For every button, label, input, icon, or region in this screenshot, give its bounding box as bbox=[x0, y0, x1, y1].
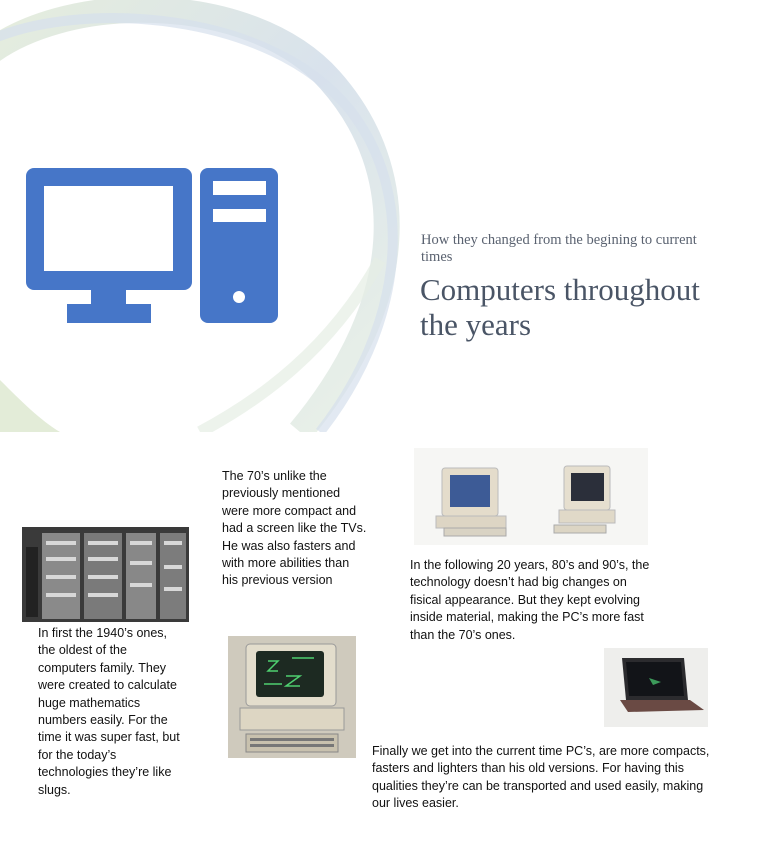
current-text bbox=[372, 743, 709, 813]
text-line: In the following 20 years, 80’s and 90’s, the bbox=[410, 558, 650, 572]
text-line: fisical appearance. But they kept evolving bbox=[410, 592, 640, 607]
text-line: with more abilities than bbox=[222, 556, 350, 571]
text-line: technology doesn’t had big changes on bbox=[410, 575, 627, 590]
title-banner bbox=[0, 0, 768, 432]
text-line: for the today’s bbox=[38, 747, 117, 762]
text-line: were created to calculate bbox=[38, 678, 177, 693]
page-title: Computers throughout the years bbox=[420, 272, 700, 342]
text-line: technologies they’re like bbox=[38, 765, 172, 780]
text-line: our lives easier. bbox=[372, 796, 459, 811]
text-line: than the 70’s ones. bbox=[410, 627, 516, 642]
text-line: huge mathematics bbox=[38, 695, 141, 710]
laptop-photo bbox=[604, 648, 708, 727]
seventies-computer-photo bbox=[228, 636, 356, 758]
text-line: previously mentioned bbox=[222, 486, 341, 501]
text-line: In first the 1940’s ones, bbox=[38, 626, 168, 640]
forties-text bbox=[38, 625, 180, 799]
text-line: fasters and lighters than his old versions. For having this bbox=[372, 761, 684, 776]
text-line: The 70’s unlike the bbox=[222, 469, 327, 483]
eighties-nineties-text bbox=[410, 557, 649, 644]
text-line: slugs. bbox=[38, 782, 71, 797]
text-line: the oldest of the bbox=[38, 643, 127, 658]
desktop-computer-icon bbox=[0, 0, 300, 340]
text-line: Finally we get into the current time PC’s, are more compacts, bbox=[372, 744, 710, 758]
text-line: computers family. They bbox=[38, 660, 167, 675]
text-line: had a screen like the TVs. bbox=[222, 521, 367, 536]
text-line: numbers easily. For the bbox=[38, 713, 168, 728]
text-line: his previous version bbox=[222, 573, 333, 588]
eniac-photo bbox=[22, 527, 189, 622]
text-line: He was also fasters and bbox=[222, 538, 356, 553]
subtitle: How they changed from the begining to current times bbox=[421, 232, 697, 265]
text-line: inside material, making the PC’s more fast bbox=[410, 610, 644, 625]
text-line: qualities they’re can be transported and used easily, making bbox=[372, 778, 704, 793]
text-line: time it was super fast, but bbox=[38, 730, 180, 745]
eighties-computers-photo bbox=[414, 448, 648, 545]
text-line: were more compact and bbox=[222, 503, 357, 518]
seventies-text bbox=[222, 468, 366, 590]
